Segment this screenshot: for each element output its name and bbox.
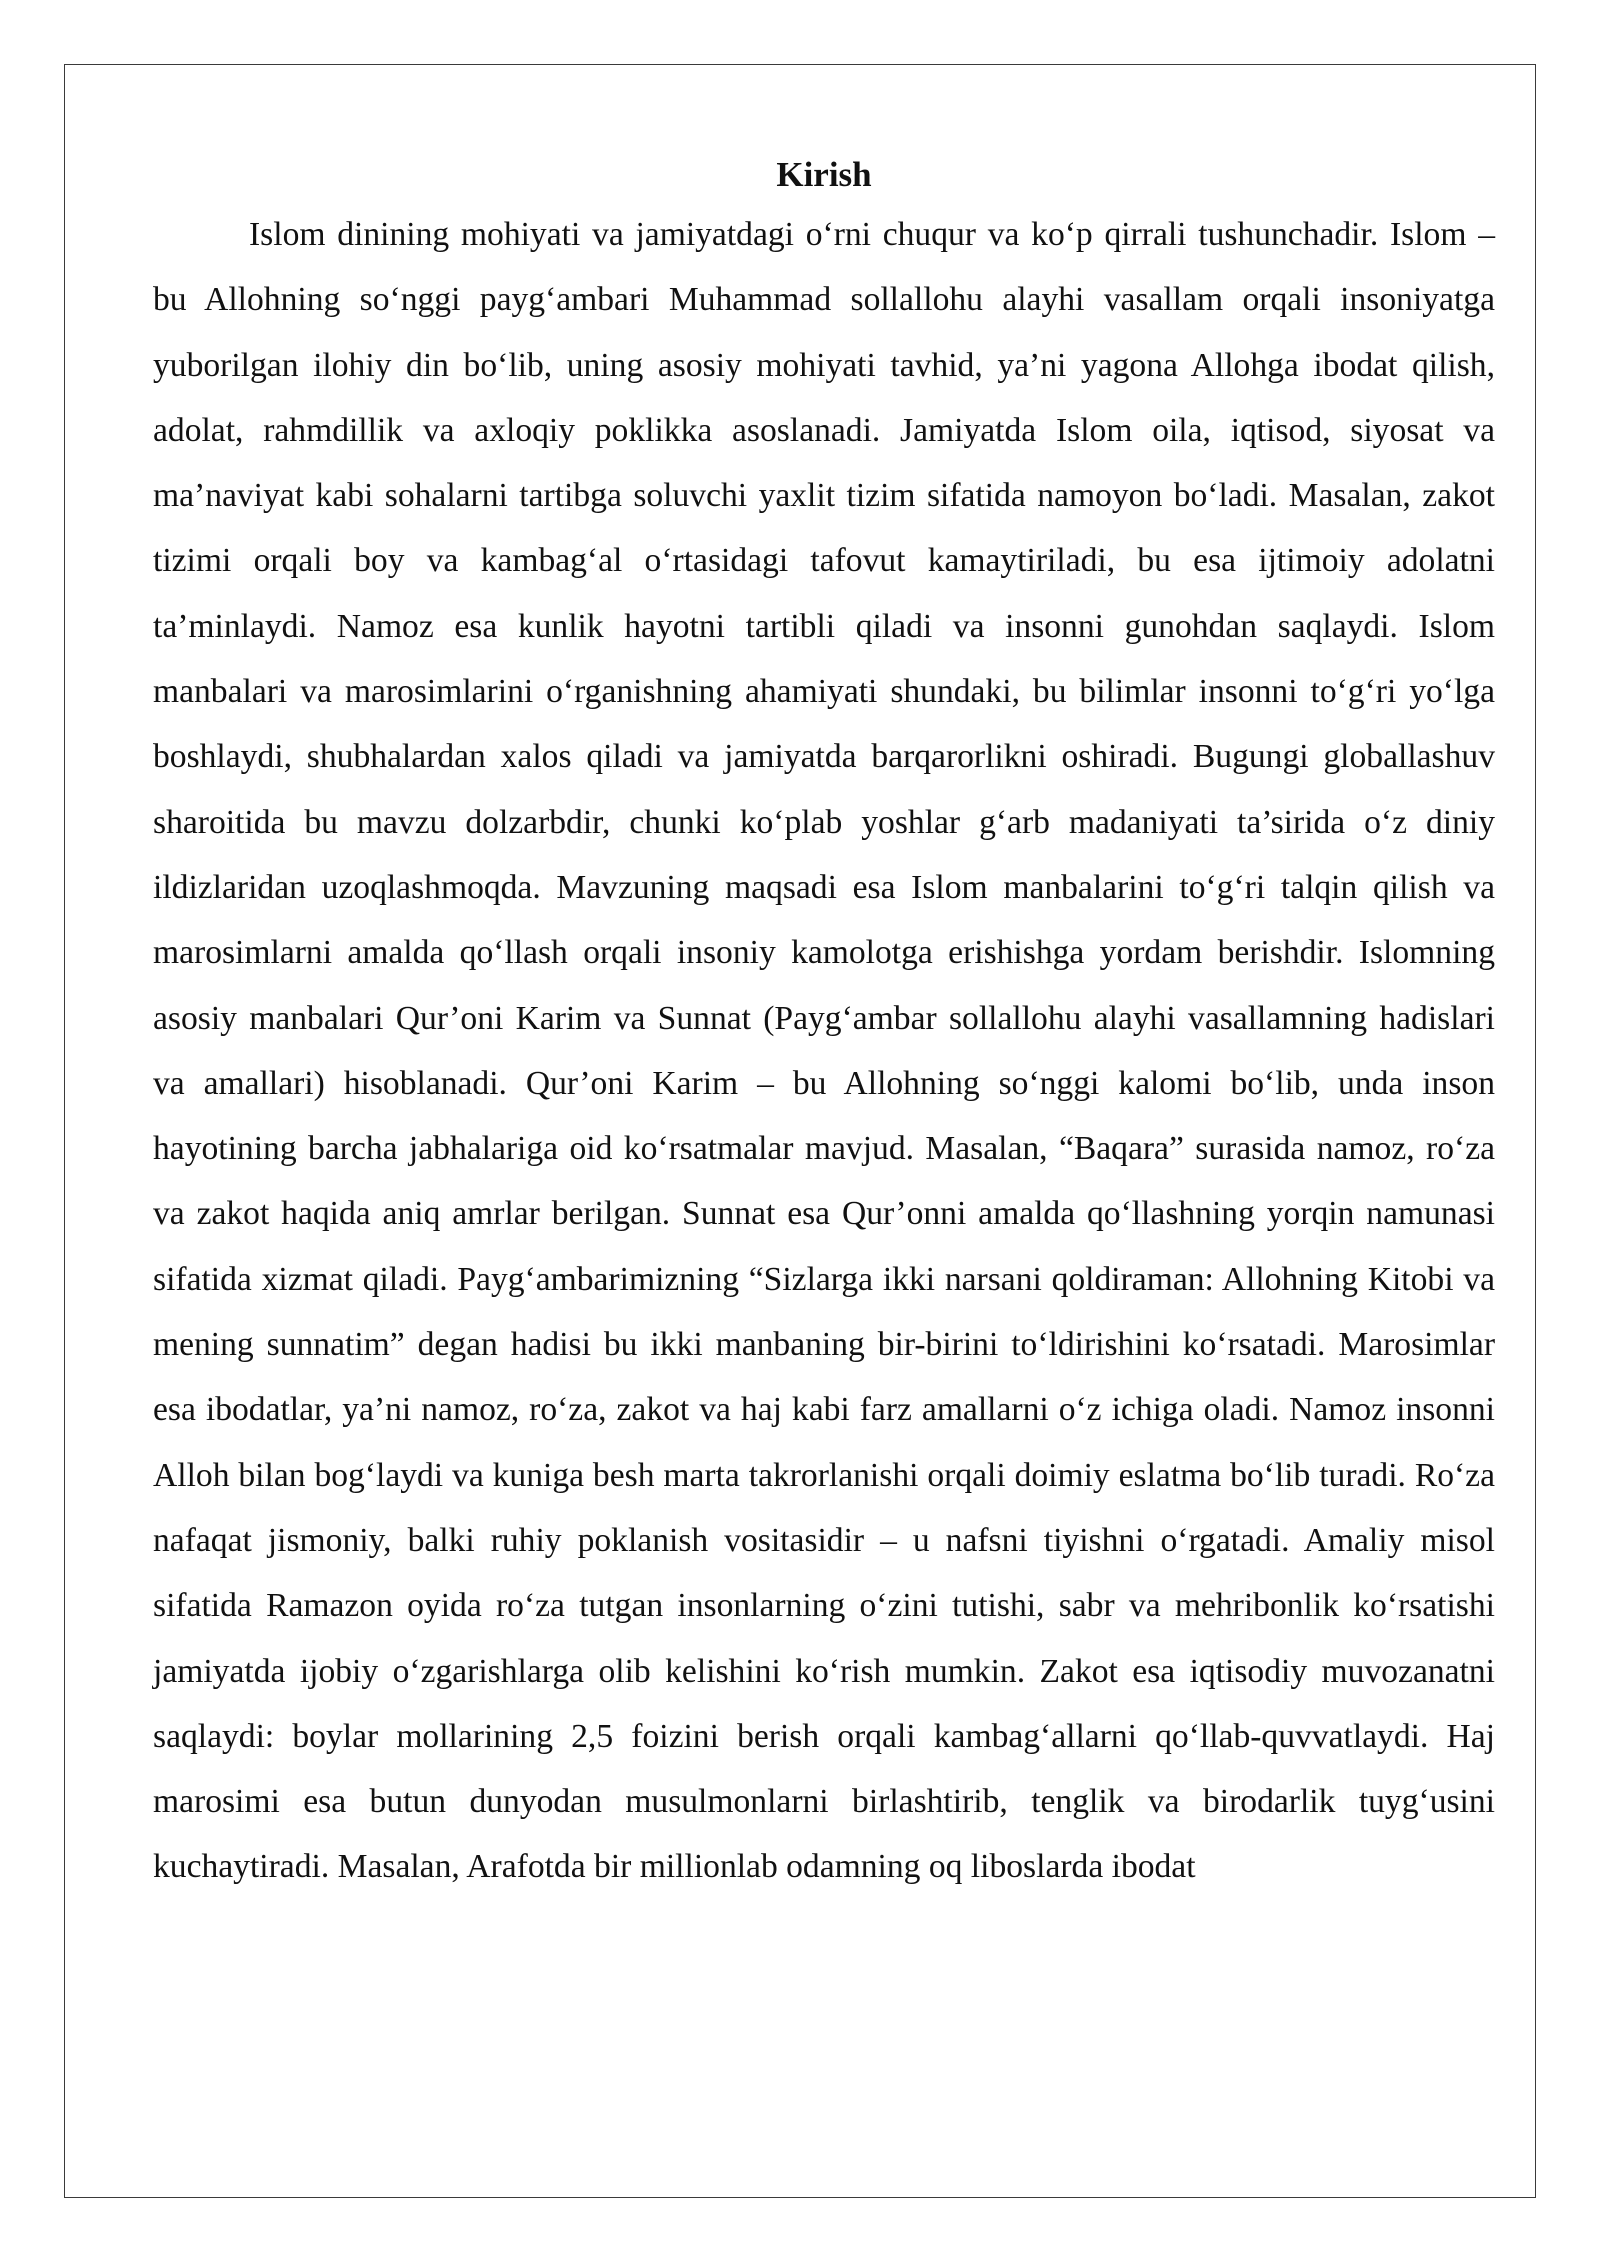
document-content (153, 148, 1495, 1900)
document-title: Kirish (776, 155, 872, 194)
intro-paragraph: Islom dinining mohiyati va jamiyatdagi o‘rni chuqur va ko‘p qirrali tushunchadir. Islom – bu Allohning so‘nggi payg‘ambari Muhammad sollallohu alayhi vasallam orqali insoniyatga yuborilgan ilohiy din bo‘lib, uning asosiy mohiyati tavhid, ya’ni yagona Allohga ibodat qilish, adolat, rahmdillik va axloqiy poklikka asoslanadi. Jamiyatda Islom oila, iqtisod, siyosat va ma’naviyat kabi sohalarni tartibga soluvchi yaxlit tizim sifatida namoyon bo‘ladi. Masalan, zakot tizimi orqali boy va kambag‘al o‘rtasidagi tafovut kamaytiriladi, bu esa ijtimoiy adolatni ta’minlaydi. Namoz esa kunlik hayotni tartibli qiladi va insonni gunohdan saqlaydi. Islom manbalari va marosimlarini o‘rganishning ahamiyati shundaki, bu bilimlar insonni to‘g‘ri yo‘lga boshlaydi, shubhalardan xalos qiladi va jamiyatda barqarorlikni oshiradi. Bugungi globallashuv sharoitida bu mavzu dolzarbdir, chunki ko‘plab yoshlar g‘arb madaniyati ta’sirida o‘z diniy ildizlaridan uzoqlashmoqda. Mavzuning maqsadi esa Islom manbalarini to‘g‘ri talqin qilish va marosimlarni amalda qo‘llash orqali insoniy kamolotga erishishga yordam berishdir. Islomning asosiy manbalari Qur’oni Karim va Sunnat (Payg‘ambar sollallohu alayhi vasallamning hadislari va amallari) hisoblanadi. Qur’oni Karim – bu Allohning so‘nggi kalomi bo‘lib, unda inson hayotining barcha jabhalariga oid ko‘rsatmalar mavjud. Masalan, “Baqara” surasida namoz, ro‘za va zakot haqida aniq amrlar berilgan. Sunnat esa Qur’onni amalda qo‘llashning yorqin namunasi sifatida xizmat qiladi. Payg‘ambarimizning “Sizlarga ikki narsani qoldiraman: Allohning Kitobi va mening sunnatim” degan hadisi bu ikki manbaning bir-birini to‘ldirishini ko‘rsatadi. Marosimlar esa ibodatlar, ya’ni namoz, ro‘za, zakot va haj kabi farz amallarni o‘z ichiga oladi. Namoz insonni Alloh bilan bog‘laydi va kuniga besh marta takrorlanishi orqali doimiy eslatma bo‘lib turadi. Ro‘za nafaqat jismoniy, balki ruhiy poklanish vositasidir – u nafsni tiyishni o‘rgatadi. Amaliy misol sifatida Ramazon oyida ro‘za tutgan insonlarning o‘zini tutishi, sabr va mehribonlik ko‘rsatishi jamiyatda ijobiy o‘zgarishlarga olib kelishini ko‘rish mumkin. Zakot esa iqtisodiy muvozanatni saqlaydi: boylar mollarining 2,5 foizini berish orqali kambag‘allarni qo‘llab-quvvatlaydi. Haj marosimi esa butun dunyodan musulmonlarni birlashtirib, tenglik va birodarlik tuyg‘usini kuchaytiradi. Masalan, Arafotda bir millionlab odamning oq liboslarda ibodat (153, 216, 1495, 1886)
